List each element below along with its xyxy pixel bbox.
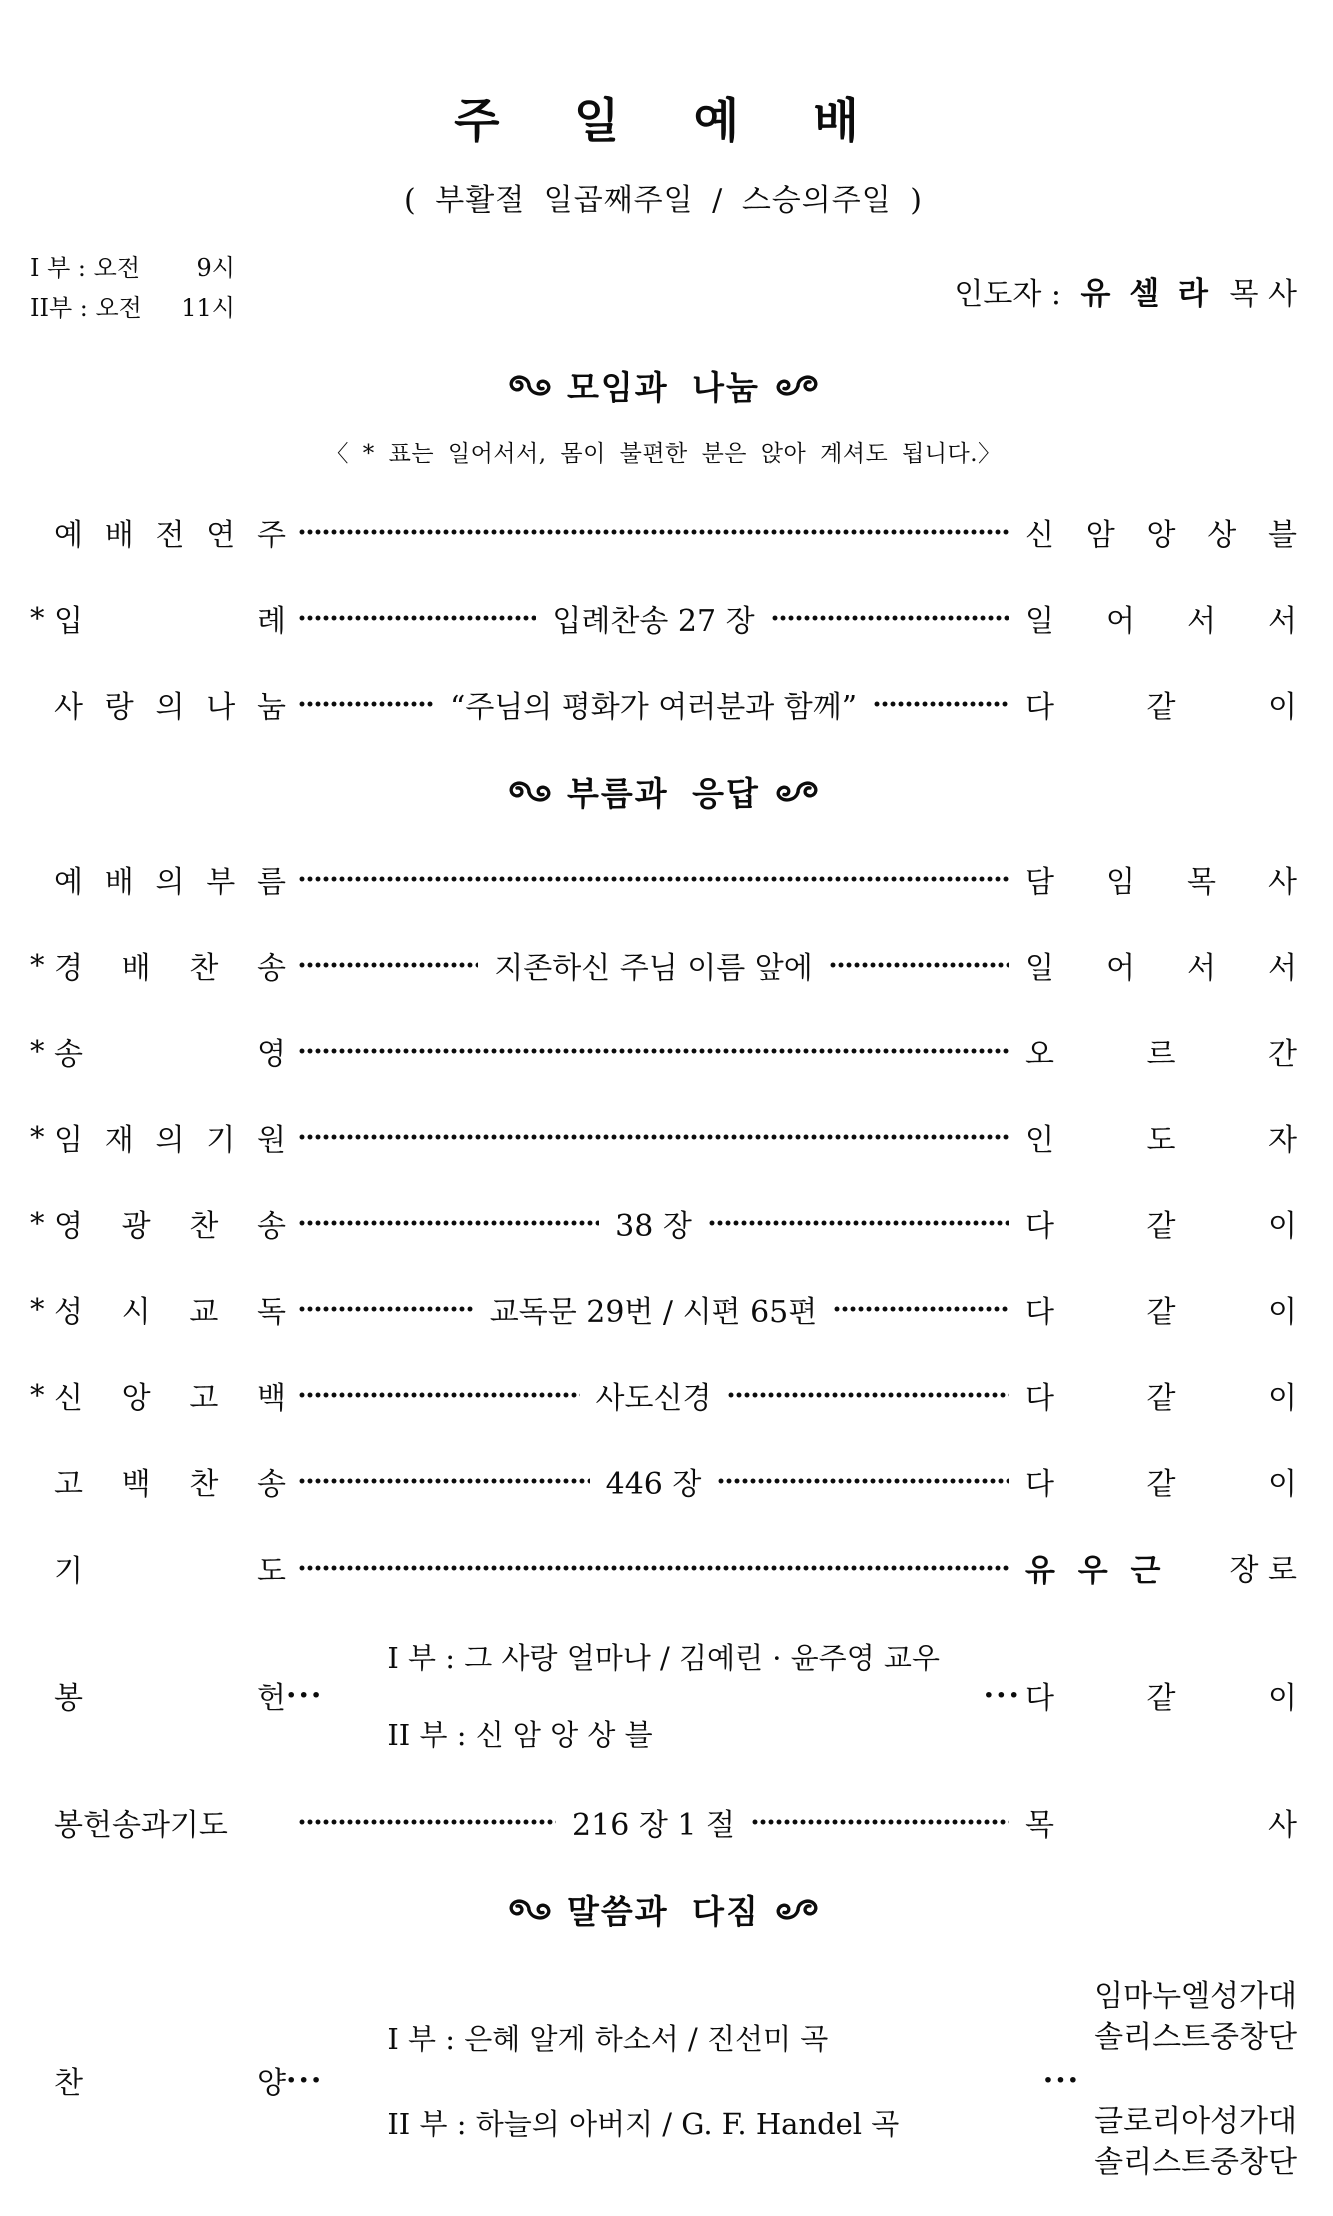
order-row-creed <box>30 1373 1297 1417</box>
ellipsis-dots: ··· <box>1042 2062 1081 2098</box>
service-time-value: 9시 <box>196 254 235 282</box>
order-item-label: 봉 헌 <box>54 1681 286 1716</box>
service-part-label: I 부 : 오전 <box>30 254 141 282</box>
section-title: 모임과 나눔 <box>567 368 760 407</box>
service-leader <box>954 268 1297 313</box>
order-item-label: 신 앙 고 백 <box>54 1381 286 1416</box>
fleuron-right-icon <box>774 1896 820 1923</box>
assignee-name: 유 우 근 <box>1025 1553 1167 1589</box>
stand-marker: * <box>30 1206 45 1240</box>
order-item-detail: “주님의 평화가 여러분과 함께” <box>449 690 858 725</box>
dotted-leader <box>298 1805 556 1839</box>
order-item-detail: 사도신경 <box>595 1381 712 1416</box>
order-row-prayer <box>30 1545 1297 1590</box>
order-item-assignee: 다 같 이 <box>1025 1467 1297 1502</box>
dotted-leader <box>298 1464 590 1498</box>
order-item-assignee: 일 어 서 서 <box>1025 604 1297 639</box>
fleuron-left-icon <box>507 1896 553 1923</box>
service-time-1 <box>30 248 235 283</box>
fleuron-right-icon <box>774 778 820 805</box>
order-row-sharing <box>30 682 1297 726</box>
order-row-responsive-reading <box>30 1287 1297 1331</box>
order-row-offertory-hymn <box>30 1800 1297 1844</box>
offering-details <box>323 1636 983 1754</box>
dotted-leader <box>298 1206 599 1240</box>
dotted-leader <box>708 1206 1009 1240</box>
leader-name: 유 셀 라 <box>1080 276 1212 312</box>
order-item-label: 봉헌송과기도 <box>54 1808 228 1843</box>
leader-title: 목 사 <box>1229 277 1297 312</box>
standing-note: 〈 * 표는 일어서서, 몸이 불편한 분은 앉아 계셔도 됩니다.〉 <box>325 441 1002 467</box>
order-item-label: 임 재 의 기 원 <box>54 1123 286 1158</box>
order-item-detail: 446 장 <box>605 1467 702 1502</box>
bulletin-page <box>0 84 1333 2216</box>
dotted-leader <box>298 862 1009 896</box>
order-item-label: 송 영 <box>54 1037 286 1072</box>
stand-marker: * <box>30 1120 45 1154</box>
order-item-assignee: 담 임 목 사 <box>1025 865 1297 900</box>
page-subtitle: ( 부활절 일곱째주일 / 스승의주일 ) <box>404 183 923 218</box>
dotted-leader <box>298 601 536 635</box>
order-item-assignee: 일 어 서 서 <box>1025 951 1298 986</box>
order-item-assignee: 목 사 <box>1025 1808 1298 1843</box>
stand-marker: * <box>30 948 45 982</box>
dotted-leader <box>298 1120 1009 1154</box>
order-item-assignee: 다 같 이 <box>1025 1681 1297 1716</box>
order-item-assignee: 오 르 간 <box>1025 1037 1297 1072</box>
order-row-glory-hymn <box>30 1201 1297 1245</box>
dotted-leader <box>298 1378 580 1412</box>
order-item-assignee: 신 암 앙 상 블 <box>1025 518 1297 553</box>
anthem-part2-song: II 부 : 하늘의 아버지 / G. F. Handel 곡 <box>387 2107 900 2141</box>
order-row-anthem <box>30 1977 1297 2183</box>
fleuron-left-icon <box>507 778 553 805</box>
order-item-label: 경 배 찬 송 <box>54 951 286 986</box>
order-row-offering <box>30 1636 1297 1754</box>
dotted-leader <box>771 601 1009 635</box>
stand-marker: * <box>30 601 45 635</box>
dotted-leader <box>751 1805 1009 1839</box>
order-row-invocation <box>30 1115 1297 1159</box>
order-row-adoration-hymn <box>30 943 1297 987</box>
order-item-assignee: 다 같 이 <box>1025 1209 1298 1244</box>
dotted-leader <box>298 1292 474 1326</box>
order-item-label: 찬 양 <box>54 2066 286 2101</box>
assignee-title: 장 로 <box>1229 1553 1297 1588</box>
order-item-assignee: 다 같 이 <box>1025 690 1298 725</box>
section-header-gathering <box>30 362 1297 409</box>
order-item-label: 영 광 찬 송 <box>54 1209 286 1244</box>
leader-label: 인도자 : <box>954 277 1061 312</box>
anthem-part2-choir <box>1094 2102 1297 2183</box>
anthem-part1-song: I 부 : 은혜 알게 하소서 / 진선미 곡 <box>387 2022 829 2056</box>
order-item-detail: 입례찬송 27 장 <box>552 604 755 639</box>
order-item-assignee: 다 같 이 <box>1025 1295 1297 1330</box>
service-times <box>30 243 235 328</box>
service-time-value: 11시 <box>181 294 235 322</box>
dotted-leader <box>298 515 1009 549</box>
section-header-word <box>30 1886 1297 1933</box>
order-item-assignee: 다 같 이 <box>1025 1381 1298 1416</box>
stand-marker: * <box>30 1378 45 1412</box>
anthem-songs <box>323 2017 1042 2143</box>
fleuron-left-icon <box>507 372 553 399</box>
ellipsis-dots: ··· <box>286 1677 324 1713</box>
order-row-prelude <box>30 510 1297 554</box>
order-item-label: 예 배 전 연 주 <box>54 518 286 553</box>
section-title: 말씀과 다짐 <box>567 1892 760 1931</box>
order-item-detail: 216 장 1 절 <box>572 1808 735 1843</box>
order-item-label: 성 시 교 독 <box>54 1295 286 1330</box>
order-item-detail: 지존하신 주님 이름 앞에 <box>494 951 813 986</box>
service-meta <box>30 243 1297 328</box>
choir-ensemble: 솔리스트중창단 <box>1094 2019 1297 2055</box>
order-item-label: 입 례 <box>54 604 286 639</box>
anthem-choirs <box>1094 1977 1297 2183</box>
choir-name: 임마누엘성가대 <box>1094 1979 1297 2014</box>
order-row-gloria <box>30 1029 1297 1073</box>
order-row-call-to-worship <box>30 857 1297 901</box>
fleuron-right-icon <box>774 372 820 399</box>
stand-marker: * <box>30 1292 45 1326</box>
order-item-label: 기 도 <box>54 1553 286 1589</box>
order-item-label: 예 배 의 부 름 <box>54 865 286 900</box>
service-part-label: II부 : 오전 <box>30 294 142 322</box>
dotted-leader <box>829 948 1009 982</box>
stand-marker: * <box>30 1034 45 1068</box>
ellipsis-dots: ··· <box>286 2062 324 2098</box>
dotted-leader <box>873 687 1009 721</box>
service-time-2 <box>30 288 235 323</box>
order-row-confession-hymn <box>30 1459 1297 1503</box>
choir-name: 글로리아성가대 <box>1094 2104 1297 2139</box>
offering-part2: II 부 : 신 암 앙 상 블 <box>387 1718 653 1752</box>
order-item-label: 사 랑 의 나 눔 <box>54 690 286 725</box>
order-item-label: 고 백 찬 송 <box>54 1467 286 1502</box>
dotted-leader <box>717 1464 1009 1498</box>
choir-ensemble: 솔리스트중창단 <box>1094 2144 1297 2180</box>
dotted-leader <box>298 687 434 721</box>
dotted-leader <box>833 1292 1009 1326</box>
order-item-detail: 38 장 <box>615 1209 692 1244</box>
dotted-leader <box>298 1034 1009 1068</box>
section-header-call <box>30 768 1297 815</box>
dotted-leader <box>298 1551 1009 1585</box>
dotted-leader <box>298 948 478 982</box>
dotted-leader <box>727 1378 1009 1412</box>
order-row-introit <box>30 596 1297 640</box>
order-item-assignee: 인 도 자 <box>1025 1123 1297 1158</box>
section-title: 부름과 응답 <box>567 774 760 813</box>
ellipsis-dots: ··· <box>983 1677 1021 1713</box>
order-item-assignee <box>1025 1545 1297 1590</box>
page-title: 주 일 예 배 <box>454 94 873 149</box>
anthem-part1-choir <box>1094 1977 1297 2058</box>
order-item-detail: 교독문 29번 / 시편 65편 <box>489 1295 818 1330</box>
offering-part1: I 부 : 그 사랑 얼마나 / 김예린 · 윤주영 교우 <box>387 1641 940 1675</box>
